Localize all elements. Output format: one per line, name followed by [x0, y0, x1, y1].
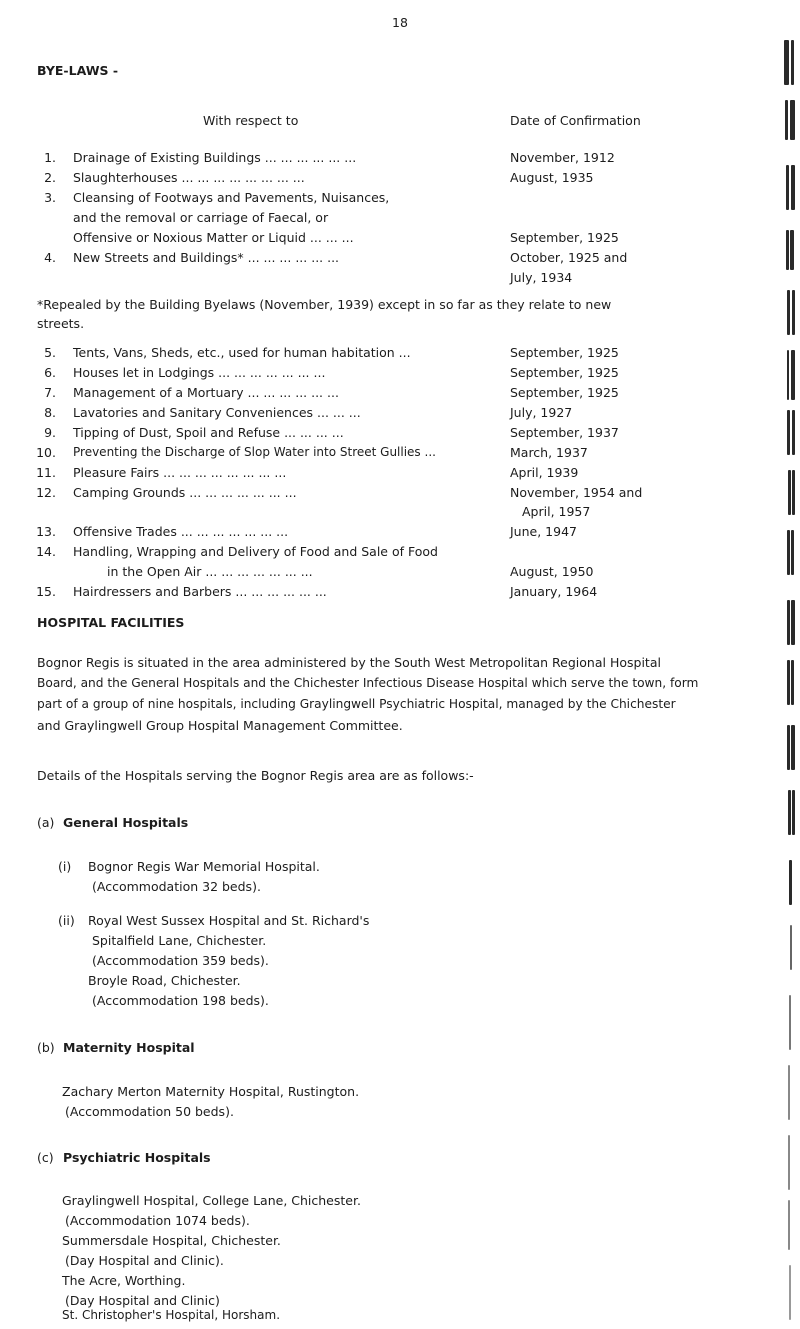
- byelaw-subject: Preventing the Discharge of Slop Water into Street Gullies ...: [73, 445, 436, 459]
- byelaw-date: June, 1947: [510, 524, 577, 539]
- byelaw-subject-continued: Offensive or Noxious Matter or Liquid ... ... ...: [73, 230, 354, 245]
- byelaw-date: August, 1950: [510, 564, 594, 579]
- byelaw-subject: Camping Grounds ... ... ... ... ... ... ...: [73, 485, 297, 500]
- hospital-entry-line: St. Christopher's Hospital, Horsham.: [62, 1308, 281, 1322]
- hospital-entry-line: Royal West Sussex Hospital and St. Richard's: [88, 913, 370, 928]
- byelaw-number: 10.: [36, 445, 56, 460]
- byelaw-subject: Cleansing of Footways and Pavements, Nuisances,: [73, 190, 390, 205]
- entry-label: (ii): [58, 913, 75, 928]
- byelaw-number: 7.: [44, 385, 56, 400]
- footnote: *Repealed by the Building Byelaws (November, 1939) except in so far as they relate to new: [37, 297, 612, 312]
- byelaw-number: 13.: [36, 524, 56, 539]
- byelaw-date-continued: April, 1957: [522, 504, 591, 519]
- hospital-paragraph-line: Board, and the General Hospitals and the Chichester Infectious Disease Hospital which serve the town, form: [37, 676, 699, 690]
- hospital-entry-line: (Accommodation 50 beds).: [65, 1104, 234, 1119]
- hospital-entry-line: Summersdale Hospital, Chichester.: [62, 1233, 281, 1248]
- byelaw-date: July, 1927: [510, 405, 573, 420]
- byelaw-date: November, 1912: [510, 150, 615, 165]
- byelaw-date: April, 1939: [510, 465, 579, 480]
- hospital-entry-line: The Acre, Worthing.: [62, 1273, 186, 1288]
- byelaw-date: March, 1937: [510, 445, 588, 460]
- byelaw-date: September, 1925: [510, 230, 619, 245]
- hospital-entry-line: Zachary Merton Maternity Hospital, Rustington.: [62, 1084, 360, 1099]
- byelaw-number: 12.: [36, 485, 56, 500]
- hospital-paragraph-line: Bognor Regis is situated in the area administered by the South West Metropolitan Regional Hospital: [37, 655, 661, 670]
- hospital-entry-line: Spitalfield Lane, Chichester.: [92, 933, 267, 948]
- page-number: 18: [392, 15, 408, 30]
- byelaw-date: September, 1925: [510, 345, 619, 360]
- details-intro: Details of the Hospitals serving the Bognor Regis area are as follows:-: [37, 768, 474, 783]
- byelaw-subject: Lavatories and Sanitary Conveniences ... ... ...: [73, 405, 361, 420]
- byelaw-date: September, 1925: [510, 365, 619, 380]
- byelaw-date: November, 1954 and: [510, 485, 643, 500]
- byelaw-subject: Pleasure Fairs ... ... ... ... ... ... ... ...: [73, 465, 287, 480]
- hospital-entry-line: (Accommodation 32 beds).: [92, 879, 261, 894]
- binding-edge-marks: [782, 0, 800, 1329]
- hospital-heading: HOSPITAL FACILITIES: [37, 615, 185, 630]
- byelaw-date: October, 1925 and: [510, 250, 628, 265]
- byelaws-heading: BYE-LAWS -: [37, 63, 119, 78]
- byelaw-subject: Offensive Trades ... ... ... ... ... ... ...: [73, 524, 289, 539]
- byelaw-subject: Slaughterhouses ... ... ... ... ... ... ... ...: [73, 170, 305, 185]
- byelaw-subject: Tents, Vans, Sheds, etc., used for human habitation ...: [73, 345, 411, 360]
- byelaw-subject: Handling, Wrapping and Delivery of Food and Sale of Food: [73, 544, 438, 559]
- byelaw-subject: New Streets and Buildings* ... ... ... ... ... ...: [73, 250, 340, 265]
- hospital-paragraph-line: part of a group of nine hospitals, including Graylingwell Psychiatric Hospital, managed by the Chichester: [37, 697, 676, 711]
- section-title: Maternity Hospital: [63, 1040, 195, 1055]
- byelaw-number: 5.: [44, 345, 56, 360]
- byelaw-date: January, 1964: [510, 584, 598, 599]
- byelaw-number: 14.: [36, 544, 56, 559]
- byelaw-number: 6.: [44, 365, 56, 380]
- section-title: Psychiatric Hospitals: [63, 1150, 211, 1165]
- footnote-continued: streets.: [37, 316, 85, 331]
- byelaw-number: 8.: [44, 405, 56, 420]
- byelaw-date: September, 1925: [510, 385, 619, 400]
- byelaw-subject: Drainage of Existing Buildings ... ... ... ... ... ...: [73, 150, 357, 165]
- section-label: (b): [37, 1040, 55, 1055]
- byelaw-number: 1.: [44, 150, 56, 165]
- hospital-entry-line: (Accommodation 198 beds).: [92, 993, 269, 1008]
- hospital-entry-line: Graylingwell Hospital, College Lane, Chichester.: [62, 1193, 361, 1208]
- column-header-date: Date of Confirmation: [510, 113, 641, 128]
- byelaw-subject: Management of a Mortuary ... ... ... ... ... ...: [73, 385, 339, 400]
- byelaw-subject: Tipping of Dust, Spoil and Refuse ... ... ... ...: [73, 425, 344, 440]
- byelaw-subject: Houses let in Lodgings ... ... ... ... ... ... ...: [73, 365, 326, 380]
- byelaw-number: 9.: [44, 425, 56, 440]
- byelaw-number: 11.: [36, 465, 56, 480]
- section-title: General Hospitals: [63, 815, 189, 830]
- hospital-entry-line: (Day Hospital and Clinic): [65, 1293, 220, 1308]
- hospital-entry-line: (Accommodation 359 beds).: [92, 953, 269, 968]
- entry-label: (i): [58, 859, 72, 874]
- section-label: (c): [37, 1150, 54, 1165]
- hospital-entry-line: Broyle Road, Chichester.: [88, 973, 241, 988]
- byelaw-subject: Hairdressers and Barbers ... ... ... ... ... ...: [73, 584, 327, 599]
- section-label: (a): [37, 815, 55, 830]
- hospital-paragraph-line: and Graylingwell Group Hospital Management Committee.: [37, 718, 403, 733]
- byelaw-number: 2.: [44, 170, 56, 185]
- hospital-entry-line: (Day Hospital and Clinic).: [65, 1253, 224, 1268]
- column-header-subject: With respect to: [203, 113, 299, 128]
- byelaw-number: 4.: [44, 250, 56, 265]
- byelaw-number: 15.: [36, 584, 56, 599]
- byelaw-date: September, 1937: [510, 425, 619, 440]
- byelaw-date: August, 1935: [510, 170, 594, 185]
- byelaw-subject-continued: in the Open Air ... ... ... ... ... ... ...: [107, 564, 313, 579]
- hospital-entry-line: (Accommodation 1074 beds).: [65, 1213, 250, 1228]
- byelaw-number: 3.: [44, 190, 56, 205]
- hospital-entry-line: Bognor Regis War Memorial Hospital.: [88, 859, 320, 874]
- byelaw-subject-continued: and the removal or carriage of Faecal, or: [73, 210, 329, 225]
- byelaw-date-continued: July, 1934: [510, 270, 573, 285]
